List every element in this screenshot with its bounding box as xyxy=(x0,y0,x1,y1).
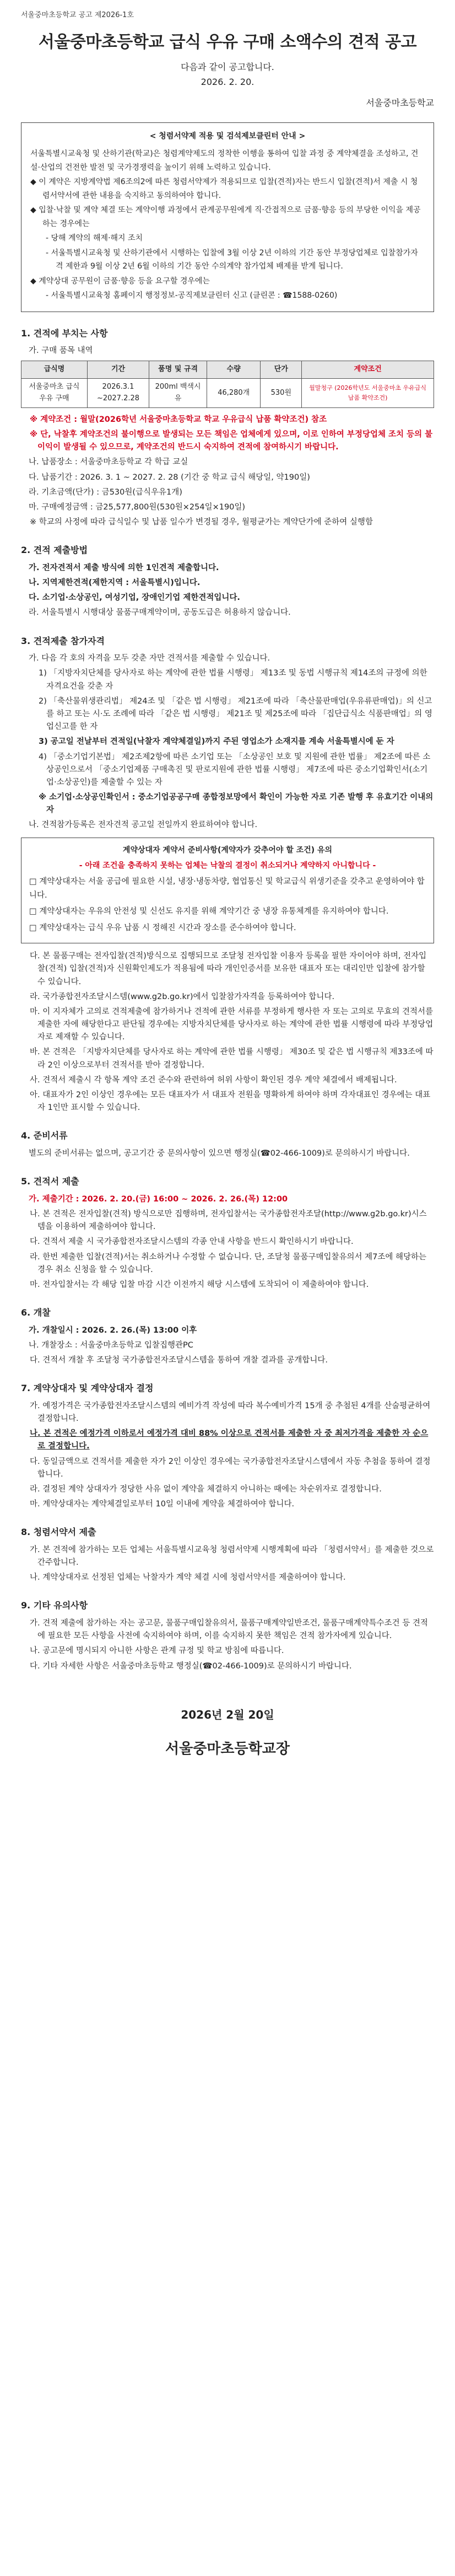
col-header: 급식명 xyxy=(21,361,88,379)
sec3c-line: 사. 견적서 제출시 각 항목 계약 조건 준수와 관련하여 허위 사항이 확인된 경우 계약 체결에서 배제됩니다. xyxy=(30,1075,397,1085)
notice-date: 2026. 2. 20. xyxy=(201,77,254,88)
sec9-line: 나. 공고문에 명시되지 아니한 사항은 관계 규정 및 학교 방침에 따릅니다. xyxy=(30,1646,284,1656)
contractor-requirements-box xyxy=(21,838,434,944)
sec1-line: 마. 구매예정금액 : 금25,577,800원(530원×254일×190일) xyxy=(29,502,246,512)
sec1-line: 다. 납품기간 : 2026. 3. 1 ~ 2027. 2. 28 (기간 중 학교 급식 해당일, 약190일) xyxy=(29,473,310,482)
cell-cond: 월말청구 (2026학년도 서울중마초 우유급식 납품 확약조건) xyxy=(302,379,434,408)
sec1-line: 나. 납품장소 : 서울중마초등학교 각 학급 교실 xyxy=(29,458,188,467)
sec2-line: 다. 소기업·소상공인, 여성기업, 장애인기업 제한견적입니다. xyxy=(29,593,240,603)
sec9-line: 가. 견적 제출에 참가하는 자는 공고문, 물품구매입찰유의서, 물품구매계약일반조건, 물품구매계약특수조건 등 견적에 필요한 모든 사항을 사전에 숙지하여야 하며, 이를 숙지하지 못한 책임은 견적 참가자에게 있습니다. xyxy=(30,1619,428,1641)
col-header: 계약조건 xyxy=(302,361,434,379)
doc-number: 서울중마초등학교 공고 제2026-1호 xyxy=(21,11,134,19)
sec4-line: 별도의 준비서류는 없으며, 공고기간 중 문의사항이 있으면 행정실(☎02-466-1009)로 문의하시기 바랍니다. xyxy=(29,1149,410,1158)
notice-item: - 서울특별시교육청 홈페이지 행정정보-공직제보클린터 신고 (클린콘 : ☎1588-0260) xyxy=(46,291,338,300)
cell-price: 530원 xyxy=(261,379,302,408)
signature-date: 2026년 2월 20일 xyxy=(181,1708,274,1721)
sec3-line: 가. 다음 각 호의 자격을 모두 갖춘 자만 견적서를 제출할 수 있습니다. xyxy=(29,654,270,663)
section-4-title: 4. 준비서류 xyxy=(21,1130,68,1141)
sec8-line: 나. 계약상대자로 선정된 업체는 낙찰자가 계약 체결 시에 청렴서약서를 제출하여야 합니다. xyxy=(30,1573,346,1582)
section-7-title: 7. 계약상대자 및 계약상대자 결정 xyxy=(21,1383,154,1394)
section-1-title: 1. 견적에 부치는 사항 xyxy=(21,328,108,339)
sec3-line: 2) 「축산물위생관리법」 제24조 및 「같은 법 시행령」 제21조에 따라 「축산물판매업(우유류판매업)」의 신고를 하고 또는 시·도 조례에 따라 「같은 법 시행령」 제21조 및 제25조에 따라 「집단급식소 식품판매업」의 영업신고를 한 자 xyxy=(39,696,432,732)
sec3c-line: 바. 본 견적은 「지방자치단체를 당사자로 하는 계약에 관한 법률 시행령」 제30조 및 같은 법 시행규칙 제33조에 따라 2인 이상으로부터 견적서를 받아 결정합니다. xyxy=(30,1048,434,1070)
sec3-line: 1) 「지방자치단체를 당사자로 하는 계약에 관한 법률 시행령」 제13조 및 동법 시행규칙 제14조의 규정에 의한 자격요건을 갖춘 자 xyxy=(39,669,427,691)
sec3c-line: 마. 이 지자체가 고의로 견적제출에 참가하거나 견적에 관한 서류를 부정하게 행사한 자 또는 고의로 무효의 견적서를 제출한 자에 해당한다고 판단될 경우에는 지방자치단체를 당사자로 하는 계약에 관한 법률 시행령에 따라 부정당업자로 제재할 수 있습니다. xyxy=(30,1007,434,1042)
page-title: 서울중마초등학교 급식 우유 구매 소액수의 견적 공고 xyxy=(38,32,417,52)
sec3-line: ※ 소기업·소상공인확인서 : 중소기업공공구매 종합정보망에서 확인이 가능한 자로 기존 발행 후 유효기간 이내의 자 xyxy=(39,793,434,815)
col-header: 단가 xyxy=(261,361,302,379)
issuer: 서울중마초등학교 xyxy=(366,97,434,108)
sec1-line: ※ 학교의 사정에 따라 급식일수 및 납품 일수가 변경될 경우, 월평균가는 계약단가에 준하여 실행함 xyxy=(30,518,373,527)
section-8-title: 8. 청렴서약서 제출 xyxy=(21,1527,96,1538)
sec5-line: 나. 본 견적은 전자입찰(견적) 방식으로만 집행하며, 전자입찰서는 국가종합전자조달(http://www.g2b.go.kr)시스템을 이용하여 제출하여야 합니다. xyxy=(30,1209,427,1232)
sec1-line: ※ 계약조건 : 월말(2026학년 서울중마초등학교 학교 우유급식 납품 확약조건) 참조 xyxy=(30,415,327,424)
sec5-line: 라. 한번 제출한 입찰(견적)서는 취소하거나 수정할 수 없습니다. 단, 조달청 물품구매입찰유의서 제7조에 해당하는 경우 취소 신청을 할 수 있습니다. xyxy=(30,1252,426,1274)
sec1-line: 라. 기초금액(단가) : 금530원(급식우유1개) xyxy=(29,487,182,497)
requirement-item: □ 계약상대자는 우유의 안전성 및 신선도 유지를 위해 계약기간 중 냉장 유통체계를 유지하여야 합니다. xyxy=(29,907,389,916)
requirement-item: □ 계약상대자는 급식 우유 납품 시 정해진 시간과 장소를 준수하여야 합니다. xyxy=(29,923,296,932)
table-row xyxy=(21,379,434,408)
sec7-line: 마. 계약상대자는 계약체결일로부터 10일 이내에 계약을 체결하여야 합니다. xyxy=(30,1500,295,1509)
cell-item: 200ml 백색시유 xyxy=(149,379,207,408)
cell-name: 서울중마초 급식 우유 구매 xyxy=(21,379,88,408)
sec7-line: 다. 동일금액으로 견적서를 제출한 자가 2인 이상인 경우에는 국가종합전자조달시스템에서 자동 추첨을 통하여 결정합니다. xyxy=(30,1457,431,1479)
sec3c-line: 아. 대표자가 2인 이상인 경우에는 모든 대표자가 서 대표자 전원을 명확하게 하여야 하며 각자대표인 경우에는 대표자 1인만 표시할 수 있습니다. xyxy=(30,1091,431,1113)
sec7-line: 나. 본 견적은 예정가격 이하로서 예정가격 대비 88% 이상으로 견적서를 제출한 자 중 최저가격을 제출한 자 순으로 결정합니다. xyxy=(30,1429,429,1451)
sec3b-line: 라. 국가종합전자조달시스템(www.g2b.go.kr)에서 입찰참가자격을 등록하여야 합니다. xyxy=(30,992,335,1001)
notice-item: - 서울특별시교육청 및 산하기관에서 시행하는 입찰에 3월 이상 2년 이하의 기간 동안 부정당업체로 입찰참가자격 제한과 9월 이상 2년 6월 이하의 기간 동안 수의계약 참가업체 배제를 받게 됩니다. xyxy=(46,248,418,271)
section-3-title: 3. 견적제출 참가자격 xyxy=(21,635,105,646)
requirement-item: □ 계약상대자는 서울 공급에 필요한 시설, 냉장·냉동차량, 협업통신 및 학교급식 위생기준을 갖추고 운영하여야 합니다. xyxy=(29,877,425,900)
integrity-notice-box xyxy=(21,122,434,312)
col-header: 수량 xyxy=(207,361,261,379)
sec2-line: 라. 서울특별시 시행대상 물품구매계약이며, 공동도급은 허용하지 않습니다. xyxy=(29,608,291,618)
section-2-title: 2. 견적 제출방법 xyxy=(21,545,88,556)
notice-item: ◆ 계약상대 공무원이 금품·향응 등을 요구할 경우에는 xyxy=(30,276,210,286)
purchase-items-table xyxy=(21,361,434,407)
sec3-line: 3) 공고일 전날부터 견적일(낙찰자 계약체결일)까지 주된 영업소가 소재지를 계속 서울특별시에 둔 자 xyxy=(39,737,394,747)
sec5-line: 가. 제출기간 : 2026. 2. 20.(금) 16:00 ~ 2026. 2. 26.(목) 12:00 xyxy=(29,1194,288,1204)
section-9-title: 9. 기타 유의사항 xyxy=(21,1600,88,1611)
notice-item: ◆ 이 계약은 지방계약법 제6조의2에 따른 청렴서약제가 적용되므로 입찰(견적)자는 반드시 입찰(견적)서 제출 시 청렴서약서에 관한 내용을 숙지하고 동의하여야 합니다. xyxy=(30,178,418,200)
sec3-line: 나. 견적참가등록은 전자견적 공고일 전일까지 완료하여야 합니다. xyxy=(29,820,258,830)
col-header: 기간 xyxy=(87,361,149,379)
sec5-line: 마. 전자입찰서는 각 해당 입찰 마감 시간 이전까지 해당 시스템에 도착되어 이 제출하여야 합니다. xyxy=(30,1280,369,1289)
sec9-line: 다. 기타 자세한 사항은 서울중마초등학교 행정실(☎02-466-1009)로 문의하시기 바랍니다. xyxy=(30,1661,352,1671)
integrity-notice-title: < 청렴서약제 적용 및 검석제보클린터 안내 > xyxy=(149,131,306,141)
section-5-title: 5. 견적서 제출 xyxy=(21,1176,79,1187)
sec8-line: 가. 본 견적에 참가하는 모든 업체는 서울특별시교육청 청렴서약제 시행계획에 따라 「청렴서약서」를 제출한 것으로 간주합니다. xyxy=(30,1545,434,1568)
notice-item: ◆ 입찰·낙찰 및 계약 체결 또는 계약이행 과정에서 관계공무원에게 직·간접적으로 금품·향응 등의 부당한 이익을 제공하는 경우에는 xyxy=(30,206,421,228)
sec1-line: ※ 단, 낙찰후 계약조건의 불이행으로 발생되는 모든 책임은 업체에게 있으며, 이로 인하여 부정당업체 조치 등의 불이익이 발생될 수 있으므로, 계약조건의 반드시 숙지하여 견적에 참여하시기 바랍니다. xyxy=(30,430,433,452)
sec7-line: 라. 결정된 계약 상대자가 정당한 사유 없이 계약을 체결하지 아니하는 때에는 차순위자로 결정합니다. xyxy=(30,1484,382,1494)
sec6-line: 가. 개찰일시 : 2026. 2. 26.(목) 13:00 이후 xyxy=(29,1325,197,1335)
greeting: 다음과 같이 공고합니다. xyxy=(181,61,274,72)
col-header: 품명 및 규격 xyxy=(149,361,207,379)
requirements-subtitle: - 아래 조건을 충족하지 못하는 업체는 낙찰의 결정이 취소되거나 계약하지 아니합니다 - xyxy=(79,861,376,871)
sec3-line: 4) 「중소기업기본법」 제2조제2항에 따른 소기업 또는 「소상공인 보호 및 지원에 관한 법률」 제2조에 따른 소상공인으로서 「중소기업제품 구매촉진 및 판로지원에 관한 법률 시행령」 제7조에 따른 중소기업확인서(소기업·소상공인)를 제출할 수 있는 자 xyxy=(39,752,431,787)
sec2-line: 나. 지역제한견적(제한지역 : 서울특별시)입니다. xyxy=(29,578,201,588)
section-1-subtitle: 가. 구매 품목 내역 xyxy=(29,346,93,356)
table-header-row xyxy=(21,361,434,379)
notice-item: - 당해 계약의 해제·해지 조치 xyxy=(46,234,143,243)
sec2-line: 가. 전자견적서 제출 방식에 의한 1인견적 제출합니다. xyxy=(29,563,219,572)
cell-period: 2026.3.1 ~2027.2.28 xyxy=(87,379,149,408)
sec6-line: 나. 개찰장소 : 서울중마초등학교 입찰집행관PC xyxy=(29,1340,193,1350)
sec6-line: 다. 견적서 개찰 후 조달청 국가종합전자조달시스템을 통하여 개찰 결과를 공개합니다. xyxy=(30,1356,328,1365)
signature-school: 서울중마초등학교장 xyxy=(165,1740,290,1757)
sec7-line: 가. 예정가격은 국가종합전자조달시스템의 예비가격 작성에 따라 복수예비가격 15개 중 추첨된 4개를 산술평균하여 결정합니다. xyxy=(30,1401,431,1423)
section-6-title: 6. 개찰 xyxy=(21,1307,51,1318)
sec3b-line: 다. 본 물품구매는 전자입찰(견적)방식으로 집행되므로 조달청 전자입찰 이용자 등록을 필한 자이어야 하며, 전자입찰(견적) 입찰(견적)자 신원확인제도가 적용됨에 따라 개인인증서를 보유한 대표자 또는 대리인만 입찰에 참가할 수 있습니다. xyxy=(30,952,427,986)
requirements-title: 계약상대자 계약서 준비사항(계약자가 갖추어야 할 조건) 유의 xyxy=(122,845,333,855)
notice-item: 서울특별시교육청 및 산하기관(학교)은 청렴계약제도의 정착한 이행을 통하여 입찰 과정 중 계약체결을 조성하고, 건설·산업의 건전한 발전 및 국가경쟁력을 높이기 위해 노력하고 있습니다. xyxy=(30,149,419,172)
cell-qty: 46,280개 xyxy=(207,379,261,408)
sec5-line: 다. 견적서 제출 시 국가종합전자조달시스템의 각종 안내 사항을 반드시 확인하시기 바랍니다. xyxy=(30,1237,354,1247)
